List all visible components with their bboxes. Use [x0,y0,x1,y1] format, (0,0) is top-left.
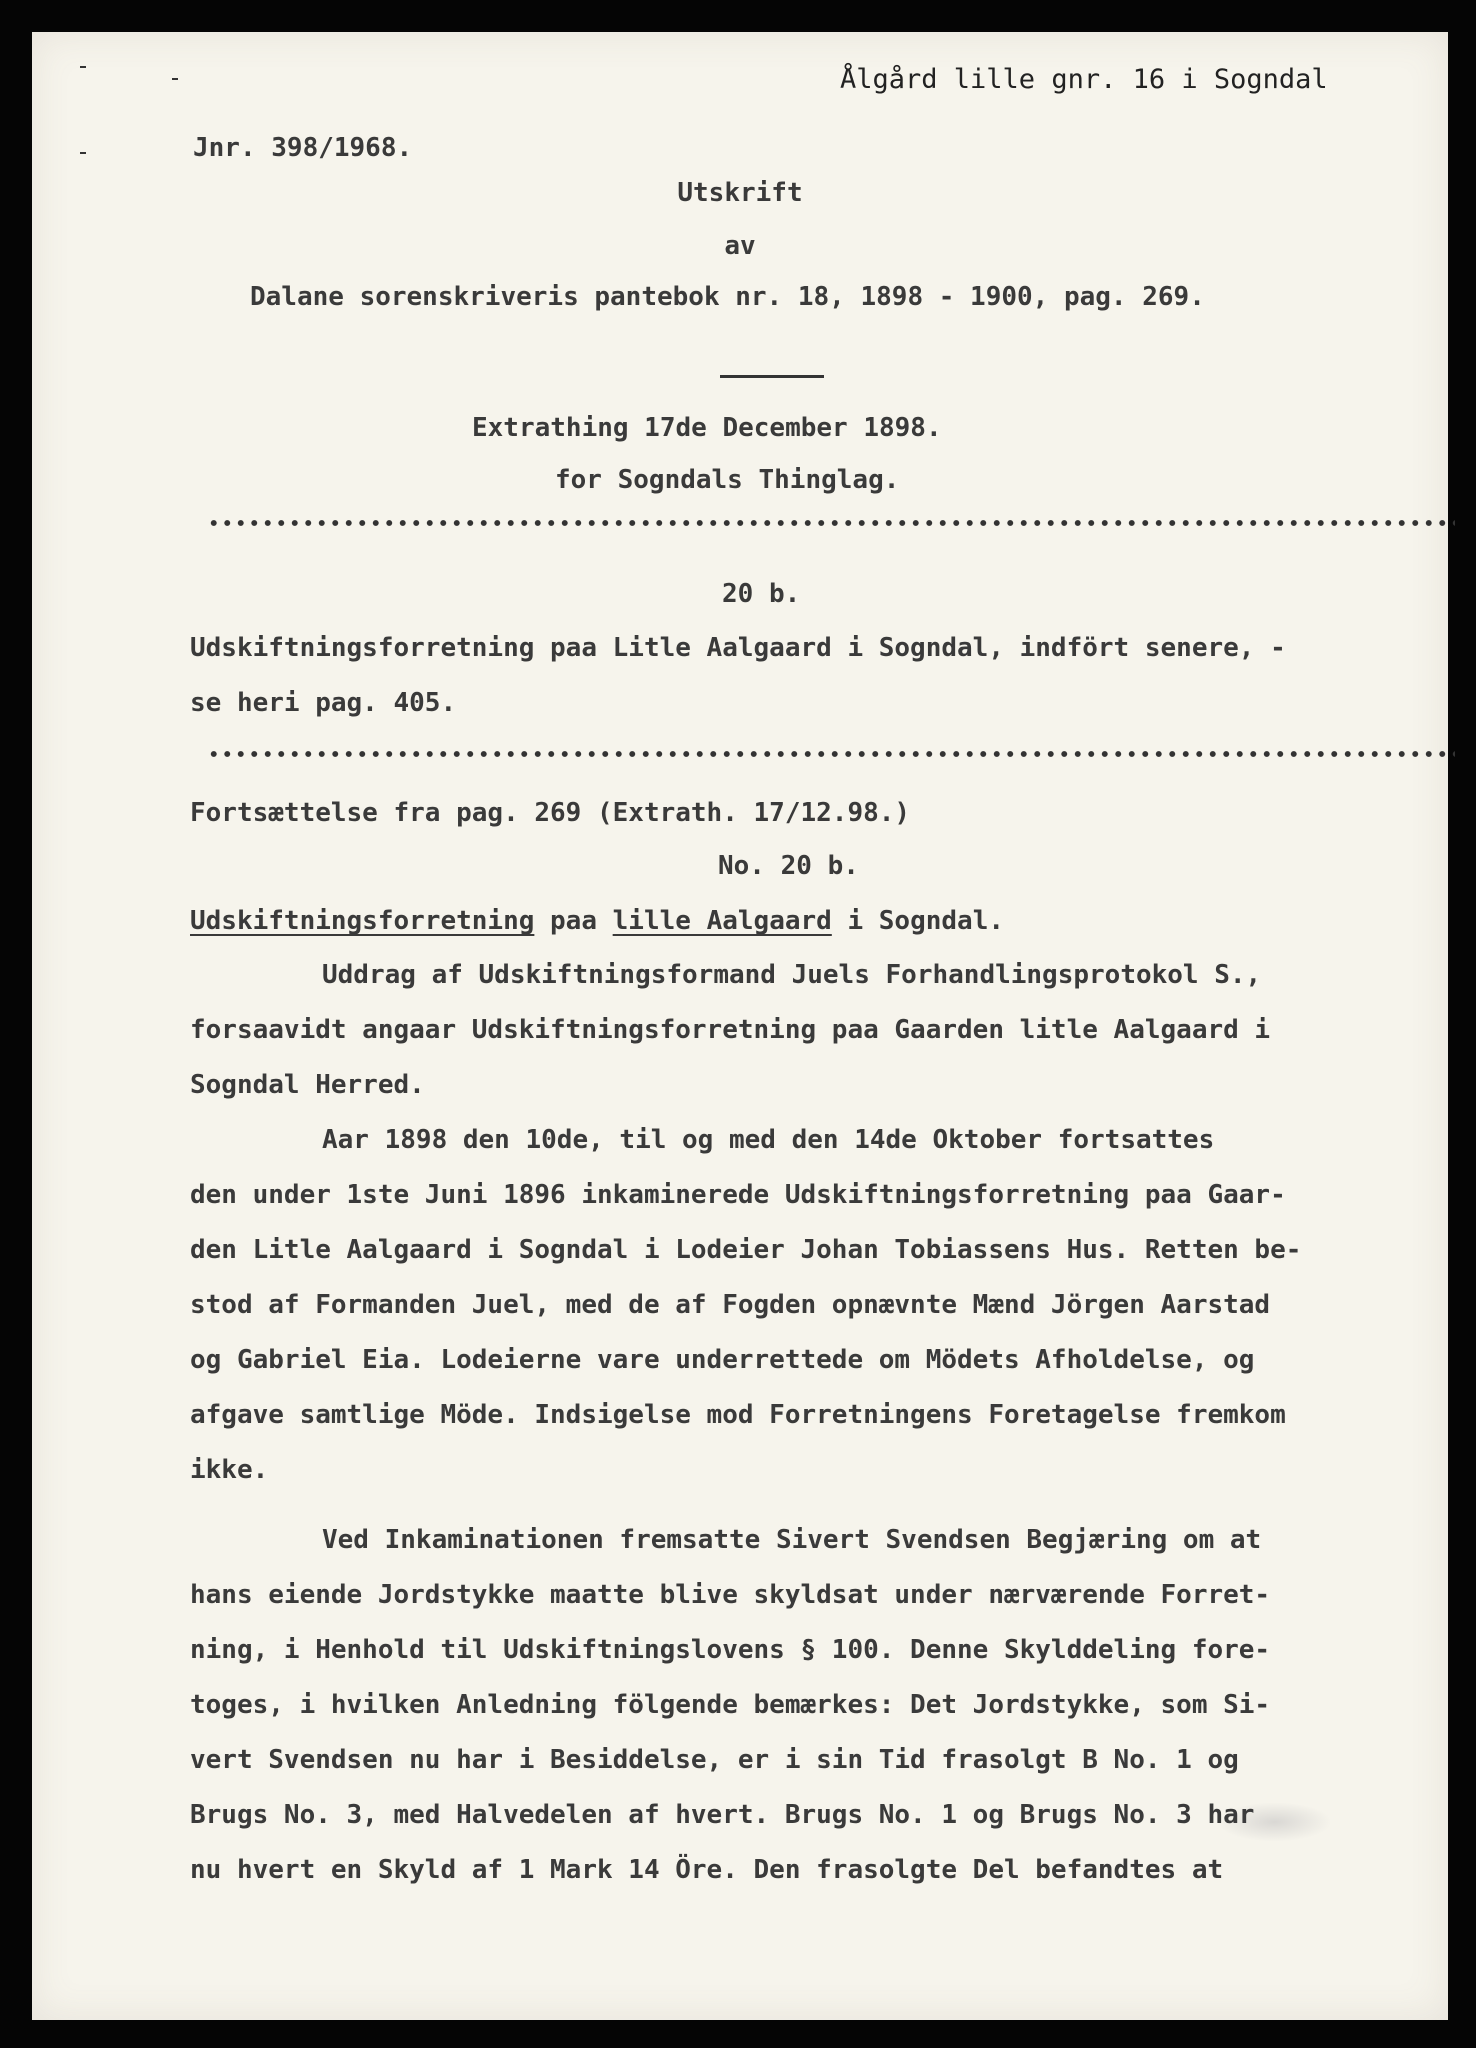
no-line: No. 20 b. [718,851,859,881]
body-line: forsaavidt angaar Udskiftningsforretning paa Gaarden litle Aalgaard i [190,1015,1271,1045]
body-line: hans eiende Jordstykke maatte blive skyldsat under nærværende Forret- [190,1580,1271,1610]
body-line: Ved Inkaminationen fremsatte Sivert Svendsen Begjæring om at [322,1525,1262,1555]
heading-text-4: i Sogndal. [831,906,1004,936]
body-line: vert Svendsen nu har i Besiddelse, er i sin Tid frasolgt B No. 1 og [190,1745,1239,1775]
heading-text-2: paa [534,906,613,936]
ink-smudge [1217,1802,1332,1842]
title-source: Dalane sorenskriveris pantebok nr. 18, 1898 - 1900, pag. 269. [250,282,1205,312]
body-line: Brugs No. 3, med Halvedelen af hvert. Brugs No. 1 og Brugs No. 3 har [190,1800,1255,1830]
entry-number: 20 b. [722,579,801,609]
session-place: for Sogndals Thinglag. [555,465,900,495]
body-line: Sogndal Herred. [190,1070,425,1100]
dotted-separator [207,748,1455,760]
title-av: av [724,231,756,261]
body-line: den Litle Aalgaard i Sogndal i Lodeier Johan Tobiassens Hus. Retten be- [190,1235,1302,1265]
margin-mark [80,66,86,68]
document-page [32,32,1448,2020]
margin-mark [172,78,178,80]
dotted-separator [207,517,1455,529]
entry-line-1: Udskiftningsforretning paa Litle Aalgaard i Sogndal, indfört senere, - [190,633,1286,663]
body-line: afgave samtlige Möde. Indsigelse mod Forretningens Foretagelse fremkom [190,1400,1286,1430]
body-line: og Gabriel Eia. Lodeierne vare underrettede om Mödets Afholdelse, og [190,1345,1255,1375]
body-line: ning, i Henhold til Udskiftningslovens § 100. Denne Skylddeling fore- [190,1635,1271,1665]
body-line: toges, i hvilken Anledning fölgende bemærkes: Det Jordstykke, som Si- [190,1690,1271,1720]
session-date: Extrathing 17de December 1898. [472,413,942,443]
section-heading [190,905,1004,937]
heading-underlined-1: Udskiftningsforretning [190,906,535,936]
body-line: den under 1ste Juni 1896 inkaminerede Udskiftningsforretning paa Gaar- [190,1180,1286,1210]
body-line: Uddrag af Udskiftningsformand Juels Forhandlingsprotokol S., [322,960,1262,990]
title-rule [720,375,824,378]
header-right: Ålgård lille gnr. 16 i Sogndal [840,64,1328,95]
body-line: Aar 1898 den 10de, til og med den 14de Oktober fortsattes [322,1125,1215,1155]
body-line: nu hvert en Skyld af 1 Mark 14 Öre. Den frasolgte Del befandtes at [190,1855,1224,1885]
journal-number: Jnr. 398/1968. [193,133,413,163]
continuation-line: Fortsættelse fra pag. 269 (Extrath. 17/12.98.) [190,798,911,828]
title-utskrift: Utskrift [677,178,803,208]
body-line: stod af Formanden Juel, med de af Fogden opnævnte Mænd Jörgen Aarstad [190,1290,1271,1320]
margin-mark [80,152,86,154]
heading-underlined-2: lille Aalgaard [612,906,832,936]
entry-line-2: se heri pag. 405. [190,688,457,718]
body-line: ikke. [190,1455,269,1485]
